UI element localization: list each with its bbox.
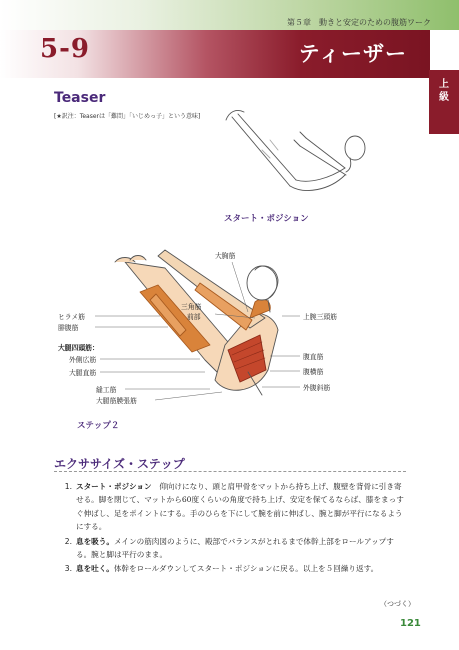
step-body (76, 562, 406, 575)
label-soleus: ヒラメ筋 (58, 313, 85, 321)
step-key: 息を吐く。 (76, 564, 114, 574)
label-triceps: 上腕三頭筋 (303, 313, 337, 321)
step-number: 1. (64, 482, 72, 491)
level-tab-label: 上級 (439, 79, 449, 103)
steps-divider (54, 471, 406, 472)
label-rectus-femoris: 大腿直筋 (69, 369, 97, 377)
step-caption: ステップ２ (77, 421, 120, 431)
step-text: 体幹をロールダウンしてスタート・ポジションに戻る。以上を５回繰り返す。 (113, 564, 379, 574)
chapter-title: 第５章 動きと安定のための腹筋ワーク (287, 18, 431, 27)
exercise-name: Teaser (54, 90, 106, 106)
continued-note: （つづく） (380, 600, 415, 608)
label-pectoralis: 大胸筋 (215, 252, 236, 260)
step-item (54, 562, 406, 575)
label-gastrocnemius: 腓腹筋 (58, 324, 79, 332)
label-tfl: 大腿筋膜張筋 (96, 397, 137, 405)
label-quadriceps-head: 大腿四頭筋： (58, 344, 99, 352)
step-text: メインの筋肉図のように、殿部でバランスがとれるまで体幹上部をロールアップする。腕と脚は平行のまま。 (76, 536, 394, 560)
label-sartorius: 縫工筋 (96, 386, 117, 394)
step-key: スタート・ポジション (76, 482, 152, 491)
label-rectus-abdominis: 腹直筋 (303, 353, 324, 361)
step-text: 仰向けになり、頭と肩甲骨をマットから持ち上げ、腹壁を背骨に引き寄せる。脚を閉じて、マットから60度くらいの角度で持ち上げ、安定を保てるならば、膝をまっすぐ伸ばし、足をポイントにする。手のひらを下にして腕を前に伸ばし、腕と脚が平行になるようにする。 (76, 482, 404, 532)
label-deltoid-2: 前部 (187, 313, 201, 321)
step-number: 3. (64, 564, 72, 574)
step-body (76, 480, 406, 534)
label-transversus: 腹横筋 (303, 368, 324, 376)
label-vastus-lateralis: 外側広筋 (69, 356, 97, 364)
step-key: 息を吸う。 (76, 536, 114, 546)
exercise-note: [★訳注：Teaserは「難問」「いじめっ子」という意味] (54, 113, 201, 120)
step-number: 2. (64, 536, 72, 546)
section-number: 5-9 (40, 34, 90, 64)
steps-heading: エクササイズ・ステップ (54, 457, 185, 471)
label-obliques: 外腹斜筋 (303, 384, 331, 392)
section-title: ティーザー (298, 42, 407, 66)
page-number: 121 (400, 618, 421, 629)
start-caption: スタート・ポジション (224, 214, 309, 224)
step-body (76, 535, 406, 562)
step-item (54, 535, 406, 562)
label-deltoid-1: 三角筋 (181, 303, 202, 311)
step-item (54, 480, 406, 534)
steps-list (54, 480, 406, 577)
